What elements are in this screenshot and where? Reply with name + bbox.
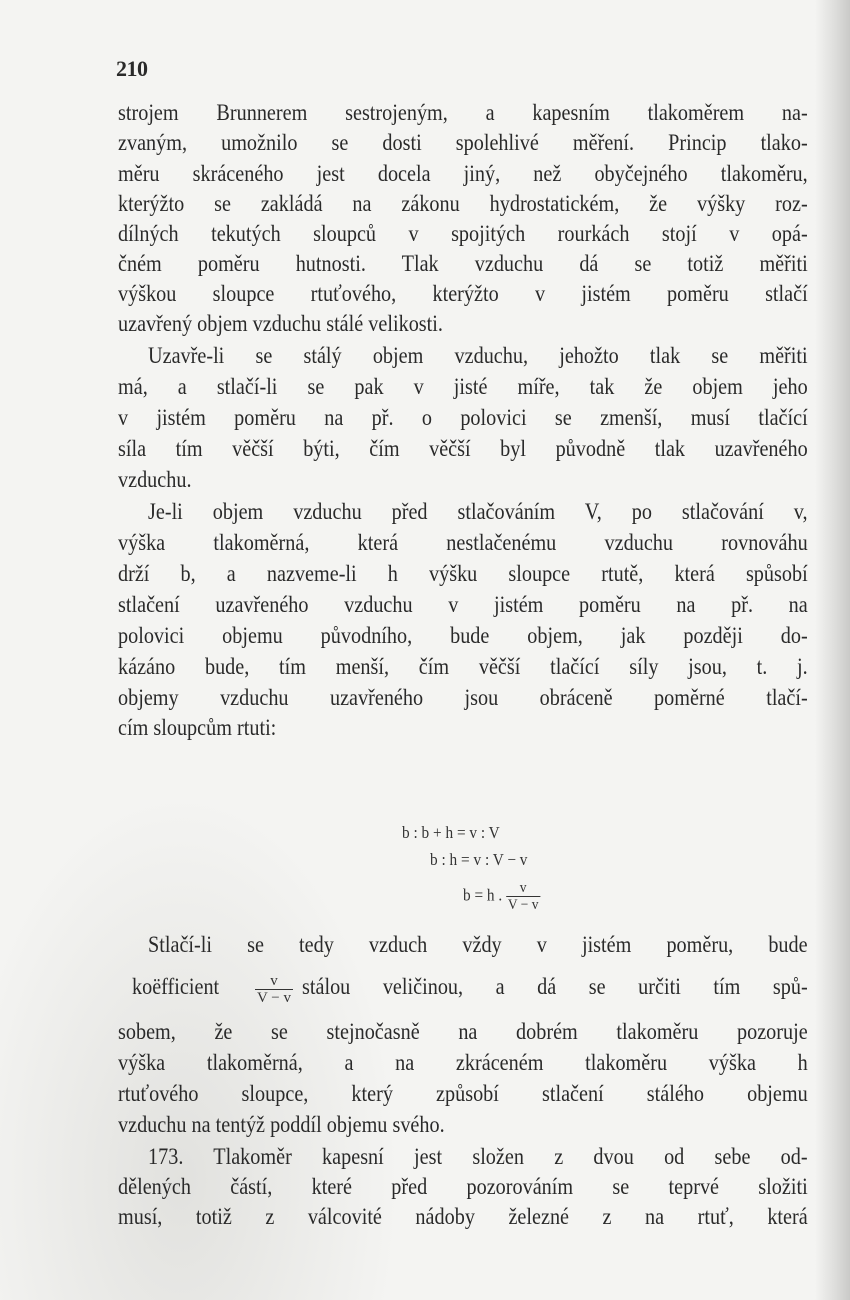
equation-3-left: b = h . [463, 885, 503, 905]
text-line: dělených částí, které před pozorováním se teprvé složiti [118, 1174, 808, 1200]
text-line: uzavřený objem vzduchu stálé velikosti. [118, 311, 443, 337]
section-173-heading-line: 173. Tlakoměr kapesní jest složen z dvou od sebe od- [148, 1144, 808, 1170]
text-line: musí, totiž z válcovité nádoby železné z na rtuť, která [118, 1204, 808, 1230]
fraction-denominator: V − v [507, 897, 539, 913]
text-line: dílných tekutých sloupců v spojitých rourkách stojí v opá- [118, 221, 808, 247]
text-line: měru skráceného jest docela jiný, než obyčejného tlakoměru, [118, 161, 808, 187]
text-line: výška tlakoměrná, a na zkráceném tlakoměru výška h [118, 1050, 808, 1076]
text-line: vzduchu na tentýž poddíl objemu svého. [118, 1112, 445, 1138]
text-line: v jistém poměru na př. o polovici se zmenší, musí tlačící [118, 405, 808, 431]
text-fragment: koëfficient [132, 974, 220, 1000]
text-line: má, a stlačí-li se pak v jisté míře, tak že objem jeho [118, 374, 808, 400]
page-number: 210 [116, 56, 148, 81]
text-line: rtuťového sloupce, který způsobí stlačení stálého objemu [118, 1081, 808, 1107]
fraction-numerator: v [270, 973, 278, 989]
text-line: kázáno bude, tím menší, čím věčší tlačící síly jsou, t. j. [118, 654, 808, 680]
text-line: cím sloupcům rtuti: [118, 715, 277, 741]
text-line: Je-li objem vzduchu před stlačováním V, po stlačování v, [148, 499, 808, 525]
text-line: síla tím věčší býti, čím věčší byl původně tlak uzavřeného [118, 436, 808, 462]
text-line: čném poměru hutnosti. Tlak vzduchu dá se totiž měřiti [118, 251, 808, 277]
fraction-numerator: v [519, 880, 527, 896]
equation-3-fraction [506, 880, 540, 913]
text-line: zvaným, umožnilo se dosti spolehlivé měření. Princip tlako- [118, 130, 808, 156]
text-line: objemy vzduchu uzavřeného jsou obráceně poměrné tlačí- [118, 685, 808, 711]
equation-1: b : b + h = v : V [402, 823, 500, 842]
text-line: sobem, že se stejnočasně na dobrém tlakoměru pozoruje [118, 1019, 808, 1045]
text-line: drží b, a nazveme-li h výšku sloupce rtutě, která spůsobí [118, 561, 808, 587]
text-line: Uzavře-li se stálý objem vzduchu, jehožto tlak se měřiti [148, 343, 808, 369]
text-line: výška tlakoměrná, která nestlačenému vzduchu rovnováhu [118, 530, 808, 556]
text-line: výškou sloupce rtuťového, kterýžto v jistém poměru stlačí [118, 281, 808, 307]
fraction-denominator: V − v [257, 990, 292, 1006]
text-line: vzduchu. [118, 467, 192, 493]
text-line: kterýžto se zakládá na zákonu hydrostatickém, že výšky roz- [118, 191, 808, 217]
text-line: Stlačí-li se tedy vzduch vždy v jistém poměru, bude [148, 932, 808, 958]
equation-2: b : h = v : V − v [430, 850, 528, 869]
text-line: stlačení uzavřeného vzduchu v jistém poměru na př. na [118, 592, 808, 618]
text-line: strojem Brunnerem sestrojeným, a kapesním tlakoměrem na- [118, 100, 808, 126]
text-fragment: stálou veličinou, a dá se určiti tím spů- [302, 974, 808, 1000]
equation-3 [463, 880, 540, 913]
text-line: polovici objemu původního, bude objem, jak později do- [118, 623, 808, 649]
inline-fraction [255, 973, 293, 1006]
